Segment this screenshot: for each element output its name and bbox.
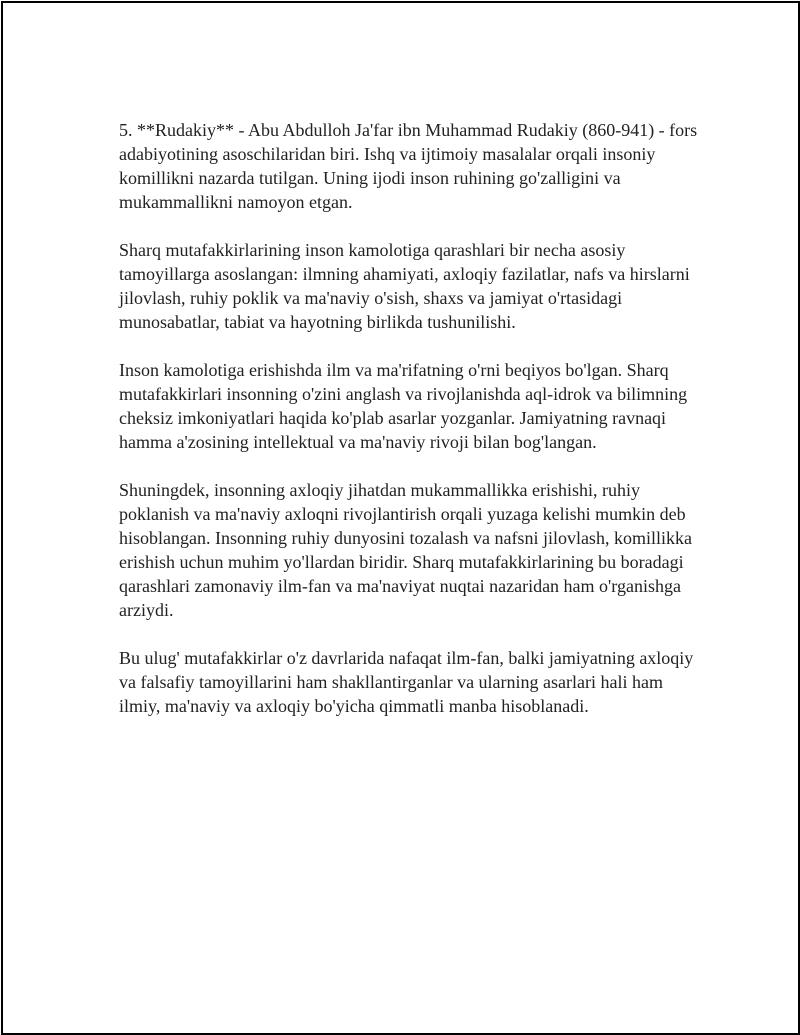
paragraph-knowledge: Inson kamolotiga erishishda ilm va ma'rifatning o'rni beqiyos bo'lgan. Sharq mutafakkirlari insonning o'zini anglash va rivojlanishda aql-idrok va bilimning cheksiz imkoniyatlari haqida ko'plab asarlar yozganlar. Jamiyatning ravnaqi hamma a'zosining intellektual va ma'naviy rivoji bilan bog'langan. — [119, 360, 688, 452]
paragraph-morality: Shuningdek, insonning axloqiy jihatdan mukammallikka erishishi, ruhiy poklanish va ma'naviy axloqni rivojlantirish orqali yuzaga kelishi mumkin deb hisoblangan. Insonning ruhiy dunyosini tozalash va nafsni jilovlash, komillikka erishish uchun muhim yo'llardan biridir. Sharq mutafakkirlarining bu boradagi qarashlari zamonaviy ilm-fan va ma'naviyat nuqtai nazaridan ham o'rganishga arziydi. — [119, 480, 692, 620]
page-frame — [1, 1, 800, 1035]
paragraph-rudakiy: 5. **Rudakiy** - Abu Abdulloh Ja'far ibn Muhammad Rudakiy (860-941) - fors adabiyotining asoschilaridan biri. Ishq va ijtimoiy masalalar orqali insoniy komillikni nazarda tutilgan. Uning ijodi inson ruhining go'zalligini va mukammallikni namoyon etgan. — [119, 120, 698, 212]
paragraph-principles: Sharq mutafakkirlarining inson kamolotiga qarashlari bir necha asosiy tamoyillarga asoslangan: ilmning ahamiyati, axloqiy fazilatlar, nafs va hirslarni jilovlash, ruhiy poklik va ma'naviy o'sish, shaxs va jamiyat o'rtasidagi munosabatlar, tabiat va hayotning birlikda tushunilishi. — [119, 240, 690, 332]
document-body — [119, 118, 699, 742]
paragraph-conclusion: Bu ulug' mutafakkirlar o'z davrlarida nafaqat ilm-fan, balki jamiyatning axloqiy va falsafiy tamoyillarini ham shakllantirganlar va ularning asarlari hali ham ilmiy, ma'naviy va axloqiy bo'yicha qimmatli manba hisoblanadi. — [119, 648, 694, 716]
